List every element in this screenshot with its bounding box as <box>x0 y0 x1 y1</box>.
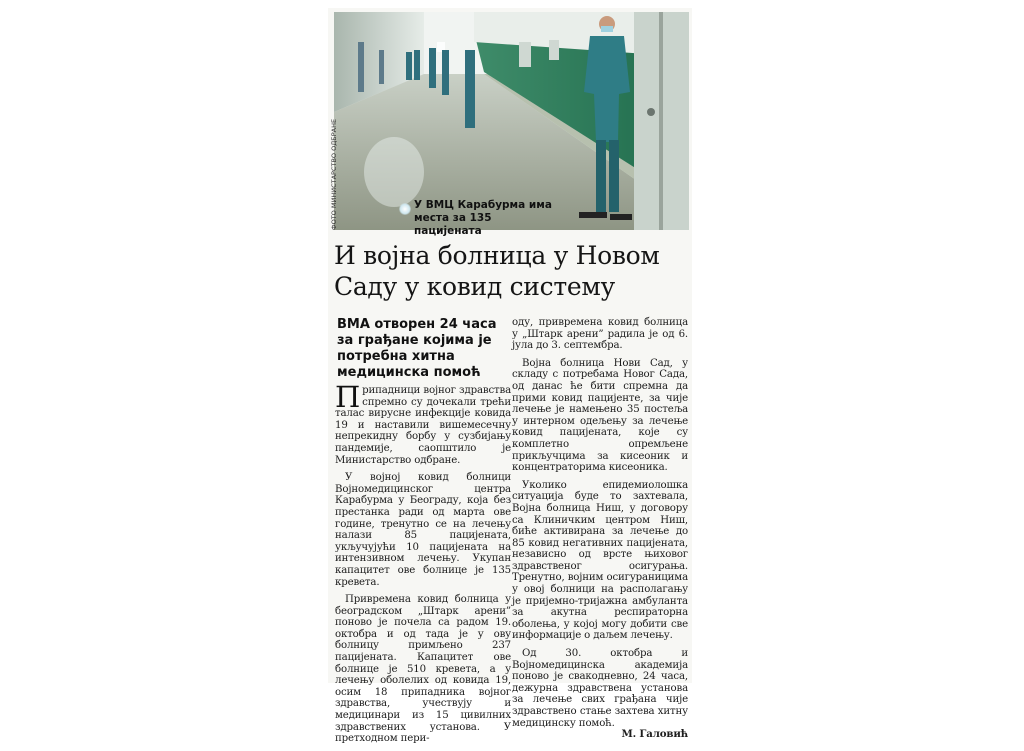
photo-caption: У ВМЦ Карабурма има места за 135 пацијената <box>414 199 552 237</box>
hospital-corridor-photo <box>334 12 689 230</box>
paragraph-2: У војној ковид болници Војномедицинског центра Карабурма у Београду, која без престанка ради од марта ове године, тренутно се на лечењу налази 85 пацијената, укључујући 10 пацијената на интензивном лечењу. Укупан капацитет ове болнице је 135 кревета. <box>335 472 511 588</box>
article-column-1 <box>335 380 511 751</box>
author-signature: М. Галовић <box>621 728 688 741</box>
article-subheadline: ВМА отворен 24 часа за грађане којима је потребна хитна медицинска помоћ <box>337 317 497 380</box>
article-headline: И војна болница у Новом Саду у ковид систему <box>334 241 660 301</box>
paragraph-1 <box>335 380 511 466</box>
article-column-2 <box>512 317 688 741</box>
paragraph-3: Привремена ковид болница у београдском „Штарк арени” поново је почела са радом 19. октобра и од тада је у ову болницу примљено 237 пацијената. Капацитет ове болнице је 510 кревета, а у лечењу оболелих од ковида 19, осим 18 припадника војног здравства, учествују и медицинари из 15 цивилних здравствених установа. У претходном пери- <box>335 594 511 745</box>
paragraph-1-text: рипадници војног здравства спремно су дочекали трећи талас вирусне инфекције ковида 19 и наставили вишемесечну непрекидну борбу у сузбијању пандемије, саопштило је Министарство одбране. <box>335 385 511 466</box>
hospital-corridor-illustration <box>334 12 689 230</box>
paragraph-5: Војна болница Нови Сад, у складу с потребама Новог Сада, од данас ће бити спремна да прими ковид пацијенте, за чије лечење је намењено 35 постеља у интерном одељењу за лечење ковид пацијената, које су комплетно опремљене прикључцима за кисеоник и концентраторима кисеоника. <box>512 357 688 474</box>
paragraph-4: оду, привремена ковид болница у „Штарк арени” радила је од 6. јула до 3. септембра. <box>512 317 688 352</box>
caption-bullet-icon <box>399 203 411 215</box>
drop-cap-letter: П <box>335 380 361 414</box>
photo-credit: ФОТО МИНИСТАРСТВО ОДБРАНЕ <box>330 118 338 230</box>
paragraph-6: Уколико епидемиолошка ситуација буде то захтевала, Војна болница Ниш, у договору са Клиничким центром Ниш, биће активирана за лечење до 85 ковид негативних пацијената, независно од врсте њиховог здравственог осигурања. Тренутно, војним осигураницима у овој болници на располагању је пријемно-тријажна амбуланта за акутна респираторна оболења, у којој могу добити све информације о даљем лечењу. <box>512 479 688 642</box>
paragraph-7 <box>512 648 688 741</box>
paragraph-7-text: Од 30. октобра и Војномедицинска академија поново је свакодневно, 24 часа, дежурна здравствена установа за лечење свих грађана чије здравствено стање захтева хитну медицинску помоћ. <box>512 648 688 729</box>
